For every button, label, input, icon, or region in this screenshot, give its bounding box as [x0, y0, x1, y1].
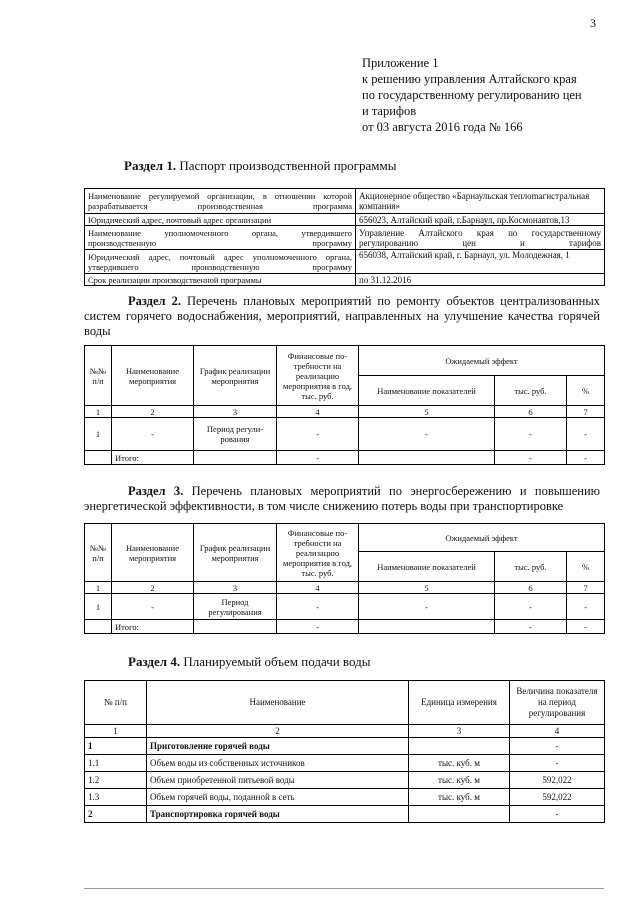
row-name: Объем приобретенной питьевой воды	[147, 772, 409, 789]
section2-label: Раздел 2.	[128, 294, 181, 308]
cell-name: -	[112, 594, 194, 620]
column-number: 6	[495, 406, 567, 418]
section2-heading	[84, 294, 600, 339]
column-number: 7	[567, 582, 605, 594]
column-number: 1	[85, 725, 147, 738]
table-row	[85, 274, 605, 286]
row-unit: тыс. куб. м	[409, 789, 510, 806]
table-row	[85, 755, 605, 772]
cell-finance: -	[277, 594, 359, 620]
section4-label: Раздел 4.	[128, 654, 181, 669]
column-number: 5	[359, 406, 495, 418]
header-finance: Финансовые потребности на реализацию мероприятия в год, тыс. руб.	[277, 346, 359, 406]
column-number: 7	[567, 406, 605, 418]
page-number: 3	[590, 16, 596, 30]
column-number: 3	[194, 582, 277, 594]
header-effect: Ожидаемый эффект	[359, 346, 605, 376]
header-num: №№ п/п	[85, 524, 112, 582]
cell-schedule: Период регулирования	[194, 594, 277, 620]
table-row	[85, 418, 605, 451]
section4-title-text: Планируемый объем подачи воды	[183, 654, 371, 669]
appendix-line: Приложение 1	[362, 56, 439, 70]
total-label: Итого:	[112, 451, 194, 465]
passport-cell-right: Акционерное общество «Барнаульская теплomагистральная компания»	[356, 189, 605, 214]
header-percent: %	[567, 376, 605, 406]
table-row	[85, 594, 605, 620]
section3-heading	[84, 484, 600, 514]
header-thousand: тыс. руб.	[495, 552, 567, 582]
section1-label: Раздел 1.	[124, 158, 177, 173]
table-row	[85, 406, 605, 418]
table-row	[85, 250, 605, 274]
row-name: Приготовление горячей воды	[147, 738, 409, 755]
passport-cell-left: Срок реализации производственной программы	[85, 274, 356, 286]
cell-num: 1	[85, 594, 112, 620]
table-row	[85, 214, 605, 226]
section4-title	[128, 654, 370, 670]
column-number: 4	[277, 406, 359, 418]
passport-cell-left: Юридический адрес, почтовый адрес уполномоченного органа, утвердившего производственную программу	[85, 250, 356, 274]
row-num: 2	[85, 806, 147, 823]
total-percent: -	[567, 620, 605, 634]
column-number: 2	[112, 406, 194, 418]
header-name: Наименование мероприятия	[112, 524, 194, 582]
row-name: Транспортировка горячей воды	[147, 806, 409, 823]
table-row	[85, 620, 605, 634]
column-number: 4	[510, 725, 605, 738]
header-num: № п/п	[85, 681, 147, 725]
row-num: 1.1	[85, 755, 147, 772]
section2-table	[84, 345, 605, 465]
row-name: Объем горячей воды, поданной в сеть	[147, 789, 409, 806]
table-row	[85, 524, 605, 552]
passport-table	[84, 188, 605, 286]
passport-cell-right: Управление Алтайского края по государственному регулированию цен и тарифов	[356, 226, 605, 250]
row-unit	[409, 806, 510, 823]
appendix-header	[362, 55, 582, 135]
table-row	[85, 451, 605, 465]
cell-thousand: -	[495, 418, 567, 451]
table-row	[85, 226, 605, 250]
section1-title	[124, 158, 396, 174]
table-row	[85, 789, 605, 806]
passport-cell-left: Юридический адрес, почтовый адрес организации	[85, 214, 356, 226]
row-value: 592,022	[510, 789, 605, 806]
total-label: Итого:	[112, 620, 194, 634]
section1-title-text: Паспорт производственной программы	[179, 158, 397, 173]
passport-cell-right: по 31.12.2016	[356, 274, 605, 286]
column-number: 5	[359, 582, 495, 594]
column-number: 6	[495, 582, 567, 594]
volume-table	[84, 680, 605, 823]
cell-num: 1	[85, 418, 112, 451]
passport-cell-left: Наименование уполномоченного органа, утвердившего производственную программу	[85, 226, 356, 250]
total-thousand: -	[495, 451, 567, 465]
table-row	[85, 738, 605, 755]
row-value: -	[510, 755, 605, 772]
header-schedule: График реализации мероприятия	[194, 524, 277, 582]
cell-thousand: -	[495, 594, 567, 620]
passport-cell-right: 656023, Алтайский край, г.Барнаул, пр.Космонавтов,13	[356, 214, 605, 226]
row-value: -	[510, 806, 605, 823]
table-row	[85, 725, 605, 738]
row-value: 592,022	[510, 772, 605, 789]
cell-indicator: -	[359, 418, 495, 451]
passport-cell-left: Наименование регулируемой организации, в отношении которой разрабатывается производственная программа	[85, 189, 356, 214]
row-name: Объем воды из собственных источников	[147, 755, 409, 772]
header-schedule: График реализации мероприятия	[194, 346, 277, 406]
passport-cell-right: 656038, Алтайский край, г. Барнаул, ул. Молодежная, 1	[356, 250, 605, 274]
column-number: 2	[112, 582, 194, 594]
bottom-rule	[84, 888, 604, 889]
appendix-line: к решению управления Алтайского края	[362, 72, 577, 86]
table-row	[85, 582, 605, 594]
header-num: №№ п/п	[85, 346, 112, 406]
table-row	[85, 346, 605, 376]
header-finance: Финансовые потребности на реализацию мероприятия в год, тыс. руб.	[277, 524, 359, 582]
header-indicator: Наименование показателей	[359, 376, 495, 406]
cell-indicator: -	[359, 594, 495, 620]
total-percent: -	[567, 451, 605, 465]
row-num: 1.3	[85, 789, 147, 806]
section2-text: Перечень плановых мероприятий по ремонту объектов централизованных систем горячего водоснабжения, мероприятий, направленных на улучшение качества горячей воды	[84, 294, 600, 338]
row-value: -	[510, 738, 605, 755]
header-thousand: тыс. руб.	[495, 376, 567, 406]
column-number: 1	[85, 582, 112, 594]
section3-label: Раздел 3.	[128, 484, 184, 498]
section3-text: Перечень плановых мероприятий по энергосбережению и повышению энергетической эффективности, в том числе снижению потерь воды при транспортировке	[84, 484, 601, 513]
appendix-line: от 03 августа 2016 года № 166	[362, 120, 523, 134]
header-name: Наименование мероприятия	[112, 346, 194, 406]
total-thousand: -	[495, 620, 567, 634]
column-number: 3	[194, 406, 277, 418]
column-number: 2	[147, 725, 409, 738]
header-unit: Единица измерения	[409, 681, 510, 725]
row-unit: тыс. куб. м	[409, 755, 510, 772]
header-effect: Ожидаемый эффект	[359, 524, 605, 552]
section3-table	[84, 523, 605, 634]
table-row	[85, 772, 605, 789]
column-number: 3	[409, 725, 510, 738]
row-unit	[409, 738, 510, 755]
column-number: 4	[277, 582, 359, 594]
row-num: 1.2	[85, 772, 147, 789]
header-percent: %	[567, 552, 605, 582]
total-finance: -	[277, 620, 359, 634]
cell-percent: -	[567, 418, 605, 451]
table-row	[85, 189, 605, 214]
table-row	[85, 806, 605, 823]
total-finance: -	[277, 451, 359, 465]
header-value: Величина показателя на период регулирования	[510, 681, 605, 725]
cell-name: -	[112, 418, 194, 451]
appendix-line: по государственному регулированию цен	[362, 88, 582, 102]
row-num: 1	[85, 738, 147, 755]
row-unit: тыс. куб. м	[409, 772, 510, 789]
cell-finance: -	[277, 418, 359, 451]
header-name: Наименование	[147, 681, 409, 725]
appendix-line: и тарифов	[362, 104, 417, 118]
cell-percent: -	[567, 594, 605, 620]
header-indicator: Наименование показателей	[359, 552, 495, 582]
column-number: 1	[85, 406, 112, 418]
cell-schedule: Период регулирования	[194, 418, 277, 451]
table-row	[85, 681, 605, 725]
